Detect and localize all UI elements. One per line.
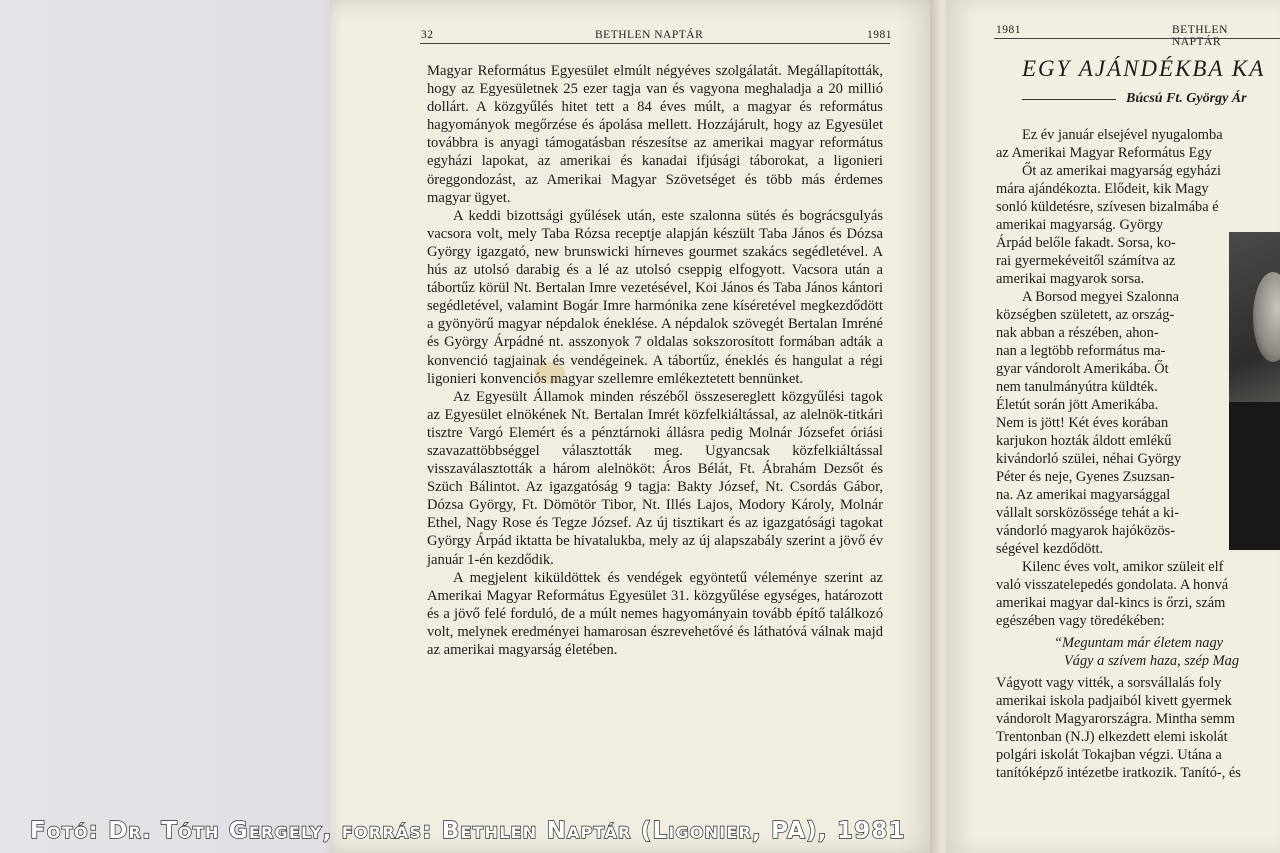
right-page-body	[996, 126, 1280, 782]
right-line: gyar vándorolt Amerikába. Őt	[996, 361, 1169, 377]
right-line: na. Az amerikai magyarsággal	[996, 487, 1171, 503]
right-line: Péter és neje, Gyenes Zsuzsan-	[996, 469, 1175, 485]
right-line: vállalt sorsközössége tehát a ki-	[996, 505, 1180, 521]
article-byline: Búcsú Ft. György Ár	[1126, 91, 1247, 106]
right-line: Ez év január elsejével nyugalomba	[1022, 127, 1223, 143]
right-line: amerikai magyarok sorsa.	[996, 271, 1145, 287]
right-line: vándorolt Magyarországra. Mintha semm	[996, 711, 1235, 727]
right-line: kivándorló szülei, néhai György	[996, 451, 1182, 467]
left-page-body	[427, 62, 883, 659]
paragraph-1: Magyar Református Egyesület elmúlt négyéves szolgálatát. Megállapították, hogy az Egyesületnek 25 ezer tagja van és vagyona meghaladja a 20 millió dollárt. A közgyűlés hitet tett a 84 éves múlt, a magyar és református hagyományok megőrzése és ápolása mellett. Hozzájárult, hogy az Egyesület továbbra is anyagi támogatásban részesítse az amerikai magyar református egyházi lapokat, az amerikai és kanadai ifjúsági táborokat, a ligonieri öreggondozást, az Amerikai Magyar Szövetséget és több más érdemes magyar ügyet.	[427, 63, 883, 206]
right-line: Kilenc éves volt, amikor szüleit elf	[1022, 559, 1224, 575]
right-line: nak abban a részében, ahon-	[996, 325, 1159, 341]
right-line: A Borsod megyei Szalonna	[1022, 289, 1180, 305]
right-line: amerikai magyar dal-kincs is őrzi, szám	[996, 595, 1226, 611]
right-line: Nem is jött! Két éves korában	[996, 415, 1169, 431]
right-line: Árpád belőle fakadt. Sorsa, ko-	[996, 235, 1176, 251]
right-line: Trentonban (N.J) elkezdett elemi iskolát	[996, 729, 1228, 745]
right-header-rule	[994, 38, 1280, 39]
right-line: amerikai iskola padjaiból kivett gyermek	[996, 693, 1232, 709]
right-line: ségével kezdődött.	[996, 541, 1104, 557]
right-line: mára ajándékozta. Elődeit, kik Magy	[996, 181, 1209, 197]
right-line: Őt az amerikai magyarság egyházi	[1022, 163, 1221, 179]
right-line: amerikai magyarság. György	[996, 217, 1164, 233]
right-line: községben született, az ország-	[996, 307, 1175, 323]
byline-rule	[1022, 99, 1116, 100]
right-line: vándorló magyarok hajóközös-	[996, 523, 1176, 539]
paragraph-2: A keddi bizottsági gyűlések után, este szalonna sütés és bográcsgulyás vacsora volt, mely Taba Rózsa receptje alapján készült Taba János és Dózsa György igazgató, new brunswicki hírneves gourmet szakács segédletével. A hús az utolsó darabig és a lé az utolsó cseppig elfogyott. Vacsora után a tábortűz körül Nt. Bertalan Imre vezetésével, Koi János és Taba János kántori segédletével, valamint Bogár Imre harmónika zene kíséretével megkezdődött a gyönyörű magyar népdalok éneklése. A népdalok szövegét Bertalan Imréné és György Árpádné nt. asszonyok 7 oldalas sokszorosított formában adták a konvenció tagjainak és vendégeinek. A tábortűz, éneklés és hangulat a régi ligonieri konvenciós magyar szellemre emlékeztetett bennünket.	[427, 207, 883, 387]
left-page-number: 32	[421, 29, 434, 41]
left-page-year: 1981	[867, 29, 892, 41]
photo-credit-caption: Fotó: Dr. Tóth Gergely, forrás: Bethlen Naptár (Ligonier, PA), 1981	[30, 818, 906, 844]
left-running-title: BETHLEN NAPTÁR	[595, 29, 704, 41]
right-line: rai gyermekéveitől számítva az	[996, 253, 1176, 269]
right-line: tanítóképző intézetbe iratkozik. Tanító-, és	[996, 765, 1241, 781]
right-line: Vágyott vagy vitték, a sorsvállalás foly	[996, 675, 1222, 691]
right-page-year: 1981	[996, 24, 1021, 36]
left-header-rule	[420, 43, 890, 44]
right-quote-line: Vágy a szívem haza, szép Mag	[1064, 653, 1240, 669]
right-line: polgári iskolát Tokajban végzi. Utána a	[996, 747, 1222, 763]
right-line: sonló küldetésre, szívesen bizalmába é	[996, 199, 1219, 215]
right-line: karjukon hozták áldott emlékű	[996, 433, 1172, 449]
right-line: az Amerikai Magyar Református Egy	[996, 145, 1212, 161]
right-line: nem tanulmányútra küldték.	[996, 379, 1158, 395]
paragraph-3: Az Egyesült Államok minden részéből összesereglett közgyűlési tagok az Egyesület elnökének Nt. Bertalan Imrét közfelkiáltással, az alelnök-titkári tisztre Vargó Elemért és a pénztárnoki állásra pedig Molnár Józsefet óriási szavazattöbbséggel választották meg. Ugyancsak közfelkiáltással visszaválasztották a három alelnököt: Áros Bélát, Ft. Ábrahám Dezsőt és Szüch Bálintot. Az igazgatóság 9 tagja: Bakty József, Nt. Csordás Gábor, Dózsa György, Ft. Dömötör Tibor, Nt. Illés Lajos, Modory Károly, Molnár Ethel, Nagy Rose és Tegze József. Az új tisztikart és az igazgatósági tagokat György Árpád iktatta be hivatalukba, mely az új alapszabály szerint a jövő év január 1-én kezdődik.	[427, 388, 883, 568]
article-title: EGY AJÁNDÉKBA KA	[1022, 56, 1266, 81]
right-running-title: BETHLEN NAPTÁR	[1172, 24, 1228, 48]
right-line: nan a legtöbb református ma-	[996, 343, 1166, 359]
right-quote-line: “Meguntam már életem nagy	[1054, 635, 1224, 651]
right-line: Életút során jött Amerikába.	[996, 397, 1159, 413]
right-line: való visszatelepedés gondolata. A honvá	[996, 577, 1229, 593]
right-line: egészében vagy töredékében:	[996, 613, 1165, 629]
paragraph-4: A megjelent kiküldöttek és vendégek egyöntetű véleménye szerint az Amerikai Magyar Református Egyesület 31. közgyűlése egységes, határozott és a jövő felé forduló, de a múlt nemes hagyományain tovább építő találkozó volt, melynek eredményei hamarosan észrevehetővé és láthatóvá válnak majd az amerikai magyarság életében.	[427, 569, 883, 658]
